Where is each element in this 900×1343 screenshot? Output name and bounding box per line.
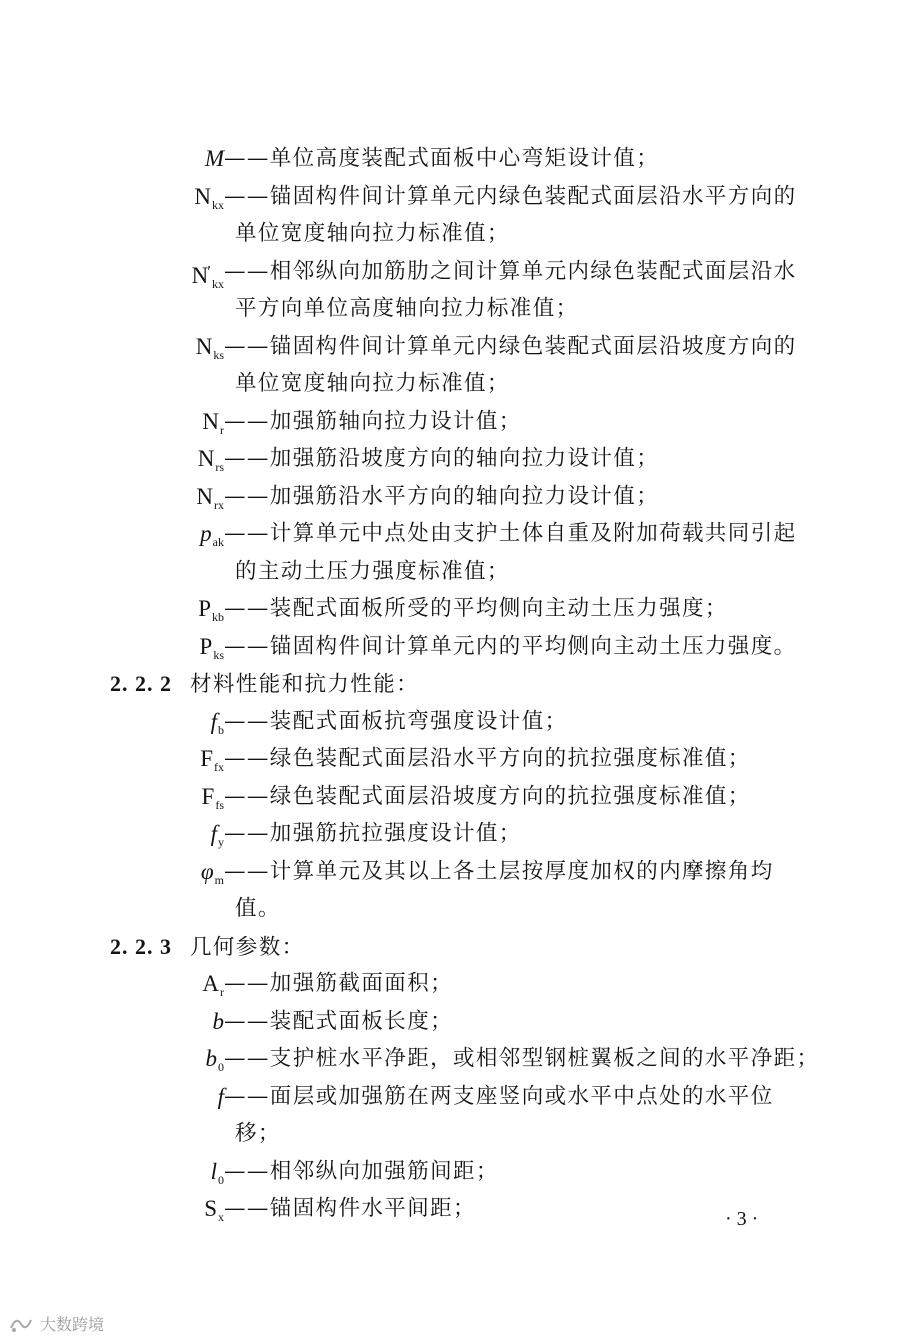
symbol-description: ——锚固构件水平间距；: [224, 1196, 476, 1221]
symbol-subscript: kx: [212, 276, 224, 291]
symbol-entry: [0, 253, 900, 291]
symbol-description: ——加强筋沿坡度方向的轴向拉力设计值；: [224, 446, 660, 471]
symbol-description: ——面层或加强筋在两支座竖向或水平中点处的水平位: [224, 1083, 774, 1109]
symbol-description: ——绿色装配式面层沿坡度方向的抗拉强度标准值；: [224, 783, 751, 809]
symbol-entry: [0, 178, 900, 216]
symbol-entry: [0, 1153, 900, 1191]
symbol-subscript: 0: [218, 1060, 224, 1074]
section-title: 几何参数：: [190, 934, 305, 960]
symbol-subscript: fx: [214, 760, 224, 774]
watermark: [8, 1312, 104, 1335]
symbol: [213, 1003, 225, 1041]
symbol-base: N: [196, 483, 213, 509]
symbol-base: N: [191, 262, 209, 288]
symbol-description: ——加强筋抗拉强度设计值；: [224, 821, 522, 846]
continuation-text: 值。: [235, 896, 281, 921]
symbol-base: N: [197, 446, 215, 471]
symbol-base: φ: [200, 858, 214, 884]
description-continuation: [0, 365, 900, 403]
symbol-base: l: [210, 1158, 217, 1184]
symbol-base: F: [200, 746, 213, 771]
symbol-subscript: kb: [212, 610, 224, 624]
symbol-entry: [0, 1078, 900, 1116]
symbol-entry: [0, 853, 900, 891]
symbol-base: f: [210, 708, 217, 734]
symbol-base: N: [202, 408, 219, 434]
symbol-description: ——计算单元中点处由支护土体自重及附加荷载共同引起: [224, 521, 797, 546]
section-title: 材料性能和抗力性能：: [190, 672, 420, 697]
symbol-base: b: [205, 1046, 217, 1071]
symbol-subscript: ak: [212, 535, 224, 549]
description-continuation: [0, 215, 900, 253]
symbol-base: N: [194, 183, 211, 209]
continuation-text: 单位宽度轴向拉力标准值；: [235, 371, 510, 396]
symbol-entry: [0, 140, 900, 178]
symbol-description: ——锚固构件间计算单元内的平均侧向主动土压力强度。: [224, 633, 797, 659]
continuation-text: 的主动土压力强度标准值；: [235, 558, 510, 584]
description-continuation: [0, 290, 900, 328]
symbol-description: ——相邻纵向加筋肋之间计算单元内绿色装配式面层沿水: [224, 258, 797, 284]
symbol-entry: [0, 815, 900, 853]
continuation-text: 单位宽度轴向拉力标准值；: [235, 221, 510, 246]
watermark-text: 大数跨境: [40, 1315, 105, 1334]
symbol-entry: [0, 590, 900, 628]
symbol-subscript: rs: [215, 460, 224, 474]
symbol-description: ——装配式面板抗弯强度设计值；: [224, 708, 568, 734]
symbol-description: ——加强筋沿水平方向的轴向拉力设计值；: [224, 483, 660, 509]
symbol-base: S: [204, 1196, 217, 1221]
symbol-entry: [0, 403, 900, 441]
symbol-subscript: kx: [212, 197, 224, 212]
symbol-subscript: rx: [214, 497, 224, 512]
symbol-entry: [0, 1190, 900, 1228]
symbol-entry: [0, 1003, 900, 1041]
prime-mark: ′: [207, 261, 211, 281]
symbol-entry: [0, 778, 900, 816]
symbol: [205, 140, 224, 178]
symbol-subscript: r: [220, 985, 224, 999]
symbol-subscript: y: [218, 835, 224, 849]
symbol-base: A: [202, 971, 219, 996]
symbol-base: p: [200, 521, 212, 546]
symbol-entry: [0, 328, 900, 366]
symbol-description: ——加强筋轴向拉力设计值；: [224, 408, 522, 434]
symbol-base: F: [201, 783, 215, 809]
symbol-description: ——锚固构件间计算单元内绿色装配式面层沿水平方向的: [224, 183, 797, 209]
symbol-description: ——装配式面板长度；: [224, 1008, 454, 1034]
symbol-description: ——计算单元及其以上各土层按厚度加权的内摩擦角均: [224, 858, 774, 884]
description-continuation: [0, 890, 900, 928]
symbol-entry: [0, 440, 900, 478]
symbol-list: [0, 140, 900, 1228]
section-heading-content: [110, 665, 419, 704]
section-heading-content: [110, 928, 305, 967]
section-number: 2. 2. 2: [110, 671, 172, 696]
symbol-subscript: m: [214, 872, 224, 887]
symbol-entry: [0, 478, 900, 516]
symbol-description: ——装配式面板所受的平均侧向主动土压力强度；: [224, 596, 728, 621]
continuation-text: 平方向单位高度轴向拉力标准值；: [235, 296, 579, 321]
symbol-base: f: [217, 1083, 224, 1109]
description-continuation: [0, 1115, 900, 1153]
symbol-subscript: fs: [215, 797, 224, 812]
symbol-description: ——单位高度装配式面板中心弯矩设计值；: [224, 146, 660, 171]
section-number: 2. 2. 3: [110, 933, 172, 959]
symbol-entry: [0, 740, 900, 778]
symbol-base: M: [204, 146, 224, 171]
symbol-entry: [0, 703, 900, 741]
section-heading: [0, 665, 900, 703]
symbol-base: P: [199, 633, 213, 659]
symbol-subscript: ks: [213, 347, 224, 362]
watermark-logo-icon: [8, 1314, 34, 1334]
section-heading: [0, 928, 900, 966]
symbol-base: f: [210, 821, 217, 846]
symbol-description: ——锚固构件间计算单元内绿色装配式面层沿坡度方向的: [224, 333, 797, 359]
symbol-base: b: [212, 1008, 224, 1034]
symbol-description: ——加强筋截面面积；: [224, 971, 454, 996]
symbol-subscript: b: [218, 722, 224, 737]
symbol-base: N: [195, 333, 213, 359]
symbol-entry: [0, 1040, 900, 1078]
symbol-base: P: [198, 596, 211, 621]
symbol-description: ——绿色装配式面层沿水平方向的抗拉强度标准值；: [224, 746, 751, 771]
description-continuation: [0, 553, 900, 591]
symbol-subscript: 0: [218, 1172, 224, 1187]
page-number: · 3 ·: [725, 1208, 759, 1230]
symbol-description: ——相邻纵向加强筋间距；: [224, 1158, 499, 1184]
symbol-description: ——支护桩水平净距，或相邻型钢桩翼板之间的水平净距；: [224, 1046, 820, 1071]
symbol-subscript: x: [218, 1210, 224, 1224]
symbol-entry: [0, 515, 900, 553]
continuation-text: 移；: [235, 1121, 281, 1146]
symbol-subscript: ks: [213, 647, 224, 662]
symbol-entry: [0, 965, 900, 1003]
symbol: [204, 1190, 224, 1237]
symbol-entry: [0, 628, 900, 666]
symbol-subscript: r: [220, 422, 224, 437]
